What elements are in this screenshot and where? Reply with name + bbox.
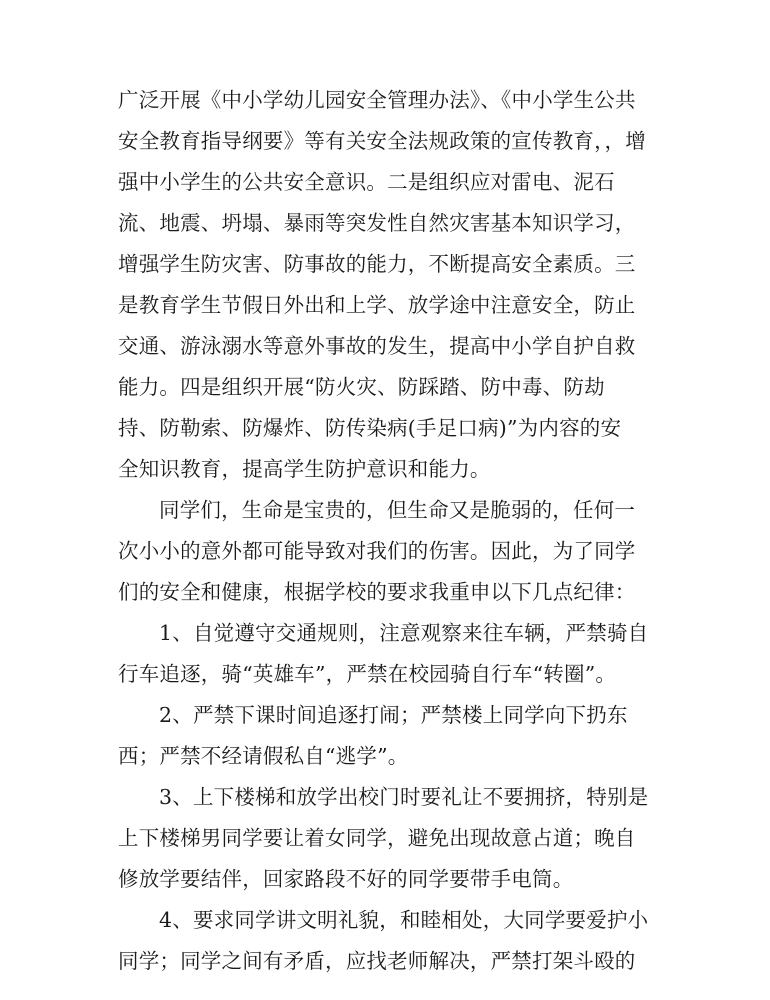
text-line: 是教育学生节假日外出和上学、放学途中注意安全，防止 — [118, 293, 636, 317]
text-line: 广泛开展《中小学幼儿园安全管理办法》、《中小学生公共 — [118, 88, 636, 112]
text-line: 修放学要结伴，回家路段不好的同学要带手电筒。 — [118, 867, 574, 891]
rule-4-first-line: 4、要求同学讲文明礼貌，和睦相处，大同学要爱护小 — [159, 908, 649, 932]
text-line: 安全教育指导纲要》等有关安全法规政策的宣传教育，，增 — [118, 129, 646, 153]
text-line: 上下楼梯男同学要让着女同学，避免出现故意占道；晚自 — [118, 826, 636, 850]
text-line: 同学；同学之间有矛盾，应找老师解决，严禁打架斗殴的 — [118, 949, 636, 973]
text-line: 流、地震、坍塌、暴雨等突发性自然灾害基本知识学习， — [118, 211, 636, 235]
text-line: 行车追逐，骑“英雄车”，严禁在校园骑自行车“转圈”。 — [118, 662, 617, 686]
text-line: 增强学生防灾害、防事故的能力，不断提高安全素质。三 — [118, 252, 636, 276]
text-line: 能力。四是组织开展“防火灾、防踩踏、防中毒、防劫 — [118, 375, 605, 399]
text-line: 强中小学生的公共安全意识。二是组织应对雷电、泥石 — [118, 170, 615, 194]
text-line: 交通、游泳溺水等意外事故的发生，提高中小学自护自救 — [118, 334, 636, 358]
paragraph-first-line: 同学们，生命是宝贵的，但生命又是脆弱的，任何一 — [159, 498, 636, 522]
text-line: 全知识教育，提高学生防护意识和能力。 — [118, 457, 491, 481]
document-body — [118, 80, 648, 982]
text-line: 次小小的意外都可能导致对我们的伤害。因此，为了同学 — [118, 539, 636, 563]
text-line: 持、防勒索、防爆炸、防传染病(手足口病)”为内容的安 — [118, 416, 622, 440]
text-line: 西；严禁不经请假私自“逃学”。 — [118, 744, 409, 768]
text-line: 们的安全和健康，根据学校的要求我重申以下几点纪律： — [118, 580, 636, 604]
rule-3-first-line: 3、上下楼梯和放学出校门时要礼让不要拥挤，特别是 — [159, 785, 649, 809]
rule-2-first-line: 2、严禁下课时间追逐打闹；严禁楼上同学向下扔东 — [159, 703, 628, 727]
rule-1-first-line: 1、自觉遵守交通规则，注意观察来往车辆，严禁骑自 — [159, 621, 649, 645]
